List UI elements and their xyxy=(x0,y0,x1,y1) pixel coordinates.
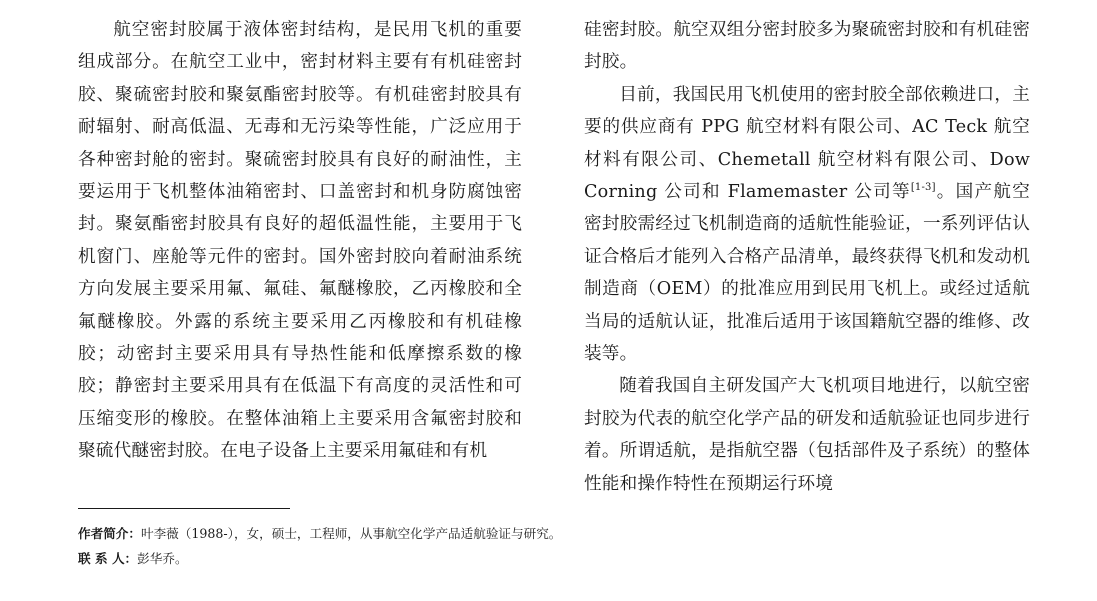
body-paragraph: 航空密封胶属于液体密封结构，是民用飞机的重要组成部分。在航空工业中，密封材料主要有有机硅密封胶、聚硫密封胶和聚氨酯密封胶等。有机硅密封胶具有耐辐射、耐高低温、无毒和无污染等性能，广泛应用于各种密封舱的密封。聚硫密封胶具有良好的耐油性，主要运用于飞机整体油箱密封、口盖密封和机身防腐蚀密封。聚氨酯密封胶具有良好的超低温性能，主要用于飞机窗门、座舱等元件的密封。国外密封胶向着耐油系统方向发展主要采用氟、氟硅、氟醚橡胶，乙丙橡胶和全氟醚橡胶。外露的系统主要采用乙丙橡胶和有机硅橡胶；动密封主要采用具有导热性能和低摩擦系数的橡胶；静密封主要采用具有在低温下有高度的灵活性和可压缩变形的橡胶。在整体油箱上主要采用含氟密封胶和聚硫代醚密封胶。在电子设备上主要采用氟硅和有机 xyxy=(78,20,522,462)
right-column xyxy=(584,14,1030,500)
citation-reference[interactable]: [1-3] xyxy=(910,182,936,194)
contact-note xyxy=(78,546,1018,571)
author-note xyxy=(78,521,1018,546)
author-text: 叶李薇（1988-），女，硕士，工程师，从事航空化学产品适航验证与研究。 xyxy=(140,526,562,541)
left-column xyxy=(78,14,522,468)
contact-label: 联 系 人： xyxy=(78,551,138,566)
body-paragraph: 硅密封胶。航空双组分密封胶多为聚硫密封胶和有机硅密封胶。 xyxy=(584,20,1030,73)
author-label: 作者简介： xyxy=(78,526,141,541)
body-paragraph: 随着我国自主研发国产大飞机项目地进行，以航空密封胶为代表的航空化学产品的研发和适航验证也同步进行着。所谓适航，是指航空器（包括部件及子系统）的整体性能和操作特性在预期运行环境 xyxy=(584,376,1030,494)
contact-text: 彭华乔。 xyxy=(137,551,188,566)
footnote-divider xyxy=(78,508,290,509)
paragraph-text: 。国产航空密封胶需经过飞机制造商的适航性能验证，一系列评估认证合格后才能列入合格产品清单，最终获得飞机和发动机制造商（OEM）的批准应用到民用飞机上。或经过适航当局的适航认证，批准后适用于该国籍航空器的维修、改装等。 xyxy=(584,182,1030,365)
footnotes xyxy=(78,521,1018,571)
paragraph-text: 目前，我国民用飞机使用的密封胶全部依赖进口，主要的供应商有 PPG 航空材料有限公司、AC Teck 航空材料有限公司、Chemetall 航空材料有限公司、Dow Corning 公司和 Flamemaster 公司等 xyxy=(584,84,1030,203)
body-paragraph xyxy=(584,79,1030,371)
